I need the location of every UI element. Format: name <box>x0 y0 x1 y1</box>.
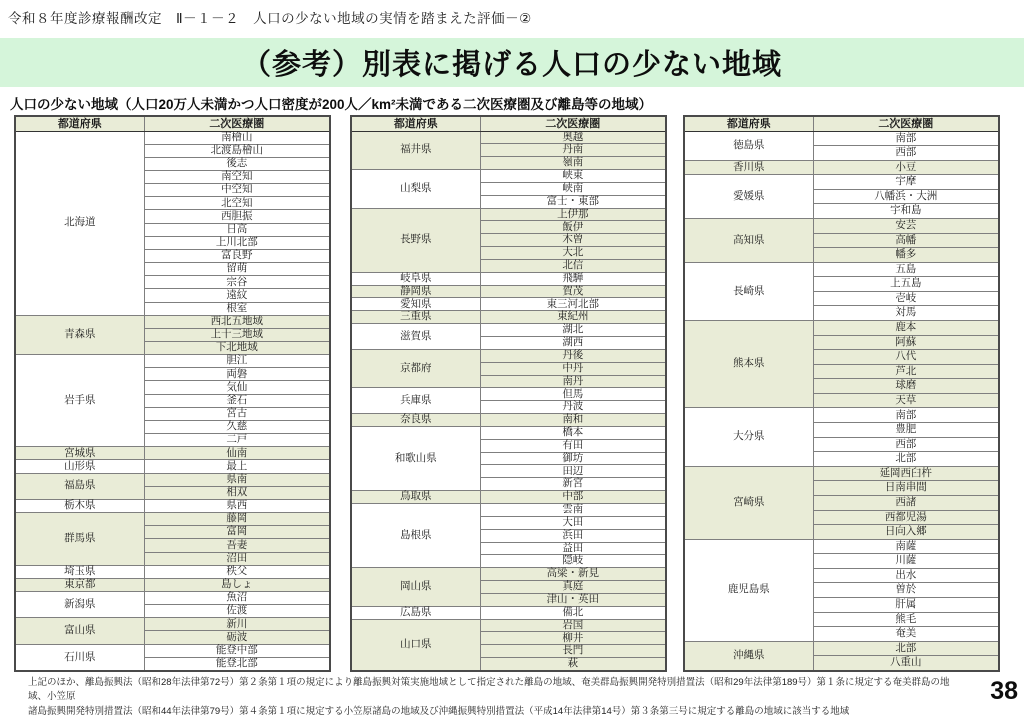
region-cell: 出水 <box>813 568 999 583</box>
region-cell: 橋本 <box>480 426 666 439</box>
prefecture-cell: 山梨県 <box>351 170 480 209</box>
table-row <box>15 591 330 604</box>
region-cell: 魚沼 <box>144 591 330 604</box>
table-row <box>15 565 330 578</box>
prefecture-cell: 青森県 <box>15 315 144 354</box>
region-cell: 久慈 <box>144 420 330 433</box>
prefecture-cell: 福井県 <box>351 131 480 170</box>
footnote <box>28 676 963 719</box>
region-cell: 大田 <box>480 516 666 529</box>
region-cell: 日向入郷 <box>813 525 999 540</box>
region-cell: 幡多 <box>813 248 999 263</box>
region-cell: 藤岡 <box>144 513 330 526</box>
table-row <box>15 131 330 144</box>
region-cell: 長門 <box>480 645 666 658</box>
footnote-line-1: 上記のほか、離島振興法（昭和28年法律第72号）第２条第１項の規定により離島振興対策実施地域として指定された離島の地域、奄美群島振興開発特別措置法（昭和29年法律第189号）第１条に規定する奄美群島の地域、小笠原 <box>28 677 950 703</box>
prefecture-cell: 高知県 <box>684 218 813 262</box>
table-row <box>351 285 666 298</box>
region-cell: 奄美 <box>813 627 999 642</box>
region-column-header: 二次医療圏 <box>813 116 999 131</box>
region-cell: 球磨 <box>813 379 999 394</box>
table-header-row <box>351 116 666 131</box>
region-cell: 北渡島檜山 <box>144 144 330 157</box>
table-row <box>351 324 666 337</box>
region-cell: 胆江 <box>144 355 330 368</box>
table-header-row <box>684 116 999 131</box>
prefecture-column-header: 都道府県 <box>15 116 144 131</box>
region-cell: 上伊那 <box>480 208 666 221</box>
region-cell: 東三河北部 <box>480 298 666 311</box>
region-column-header: 二次医療圏 <box>480 116 666 131</box>
region-cell: 中丹 <box>480 362 666 375</box>
region-table <box>14 115 331 672</box>
prefecture-cell: 長野県 <box>351 208 480 272</box>
table-row <box>351 388 666 401</box>
region-cell: 高幡 <box>813 233 999 248</box>
region-cell: 両磐 <box>144 368 330 381</box>
prefecture-cell: 京都府 <box>351 349 480 388</box>
region-cell: 下北地域 <box>144 342 330 355</box>
region-cell: 遠紋 <box>144 289 330 302</box>
region-cell: 新宮 <box>480 478 666 491</box>
region-cell: 西部 <box>813 146 999 161</box>
prefecture-cell: 岩手県 <box>15 355 144 447</box>
region-table-column-3 <box>683 115 1000 672</box>
table-row <box>15 513 330 526</box>
prefecture-cell: 栃木県 <box>15 499 144 512</box>
region-cell: 南丹 <box>480 375 666 388</box>
table-row <box>15 618 330 631</box>
prefecture-cell: 北海道 <box>15 131 144 315</box>
prefecture-cell: 山形県 <box>15 460 144 473</box>
prefecture-cell: 新潟県 <box>15 591 144 617</box>
region-cell: 釜石 <box>144 394 330 407</box>
region-cell: 高梁・新見 <box>480 568 666 581</box>
region-cell: 南薩 <box>813 539 999 554</box>
prefecture-cell: 富山県 <box>15 618 144 644</box>
region-cell: 萩 <box>480 658 666 671</box>
prefecture-cell: 熊本県 <box>684 321 813 408</box>
region-cell: 西部 <box>813 437 999 452</box>
region-cell: 五島 <box>813 262 999 277</box>
region-cell: 飛騨 <box>480 272 666 285</box>
table-header-row <box>15 116 330 131</box>
prefecture-cell: 奈良県 <box>351 414 480 427</box>
table-row <box>684 160 999 175</box>
region-cell: 能登中部 <box>144 644 330 657</box>
region-cell: 日南串間 <box>813 481 999 496</box>
prefecture-cell: 山口県 <box>351 619 480 671</box>
region-table <box>683 115 1000 672</box>
region-cell: 賀茂 <box>480 285 666 298</box>
region-cell: 柳井 <box>480 632 666 645</box>
region-cell: 能登北部 <box>144 657 330 671</box>
region-cell: 上川北部 <box>144 236 330 249</box>
table-row <box>351 503 666 516</box>
region-cell: 西諸 <box>813 495 999 510</box>
prefecture-column-header: 都道府県 <box>351 116 480 131</box>
region-cell: 宮古 <box>144 407 330 420</box>
region-cell: 島しょ <box>144 578 330 591</box>
prefecture-cell: 宮崎県 <box>684 466 813 539</box>
region-cell: 八重山 <box>813 656 999 671</box>
region-cell: 富士・東部 <box>480 195 666 208</box>
prefecture-cell: 静岡県 <box>351 285 480 298</box>
region-cell: 益田 <box>480 542 666 555</box>
prefecture-cell: 広島県 <box>351 606 480 619</box>
region-cell: 壱岐 <box>813 291 999 306</box>
table-row <box>351 311 666 324</box>
region-table-column-2 <box>350 115 667 672</box>
region-cell: 峡南 <box>480 182 666 195</box>
region-cell: 西胆振 <box>144 210 330 223</box>
region-cell: 西北五地域 <box>144 315 330 328</box>
table-row <box>15 499 330 512</box>
region-cell: 富良野 <box>144 249 330 262</box>
prefecture-cell: 埼玉県 <box>15 565 144 578</box>
region-cell: 大北 <box>480 247 666 260</box>
table-row <box>684 408 999 423</box>
region-cell: 肝属 <box>813 598 999 613</box>
region-cell: 嶺南 <box>480 157 666 170</box>
region-cell: 二戸 <box>144 434 330 447</box>
region-column-header: 二次医療圏 <box>144 116 330 131</box>
region-cell: 八代 <box>813 350 999 365</box>
table-row <box>684 641 999 656</box>
region-cell: 沼田 <box>144 552 330 565</box>
region-cell: 北空知 <box>144 197 330 210</box>
region-cell: 南空知 <box>144 170 330 183</box>
table-row <box>15 644 330 657</box>
page-number: 38 <box>990 677 1018 705</box>
region-cell: 丹南 <box>480 144 666 157</box>
table-row <box>351 568 666 581</box>
subtitle: 人口の少ない地域（人口20万人未満かつ人口密度が200人／km²未満である二次医療圏及び離島等の地域） <box>10 97 653 112</box>
table-row <box>684 539 999 554</box>
region-cell: 安芸 <box>813 218 999 233</box>
table-row <box>351 414 666 427</box>
prefecture-cell: 沖縄県 <box>684 641 813 671</box>
region-cell: 岩国 <box>480 619 666 632</box>
region-cell: 後志 <box>144 157 330 170</box>
region-cell: 宇和島 <box>813 204 999 219</box>
prefecture-cell: 福島県 <box>15 473 144 499</box>
region-cell: 湖北 <box>480 324 666 337</box>
prefecture-cell: 香川県 <box>684 160 813 175</box>
table-row <box>15 355 330 368</box>
prefecture-cell: 滋賀県 <box>351 324 480 350</box>
region-cell: 西都児湯 <box>813 510 999 525</box>
prefecture-cell: 兵庫県 <box>351 388 480 414</box>
title-bar <box>0 38 1024 87</box>
region-cell: 吾妻 <box>144 539 330 552</box>
table-row <box>15 578 330 591</box>
table-row <box>684 262 999 277</box>
table-row <box>351 298 666 311</box>
region-cell: 仙南 <box>144 447 330 460</box>
region-cell: 中部 <box>480 491 666 504</box>
region-cell: 南檜山 <box>144 131 330 144</box>
table-row <box>351 208 666 221</box>
region-cell: 最上 <box>144 460 330 473</box>
prefecture-cell: 徳島県 <box>684 131 813 160</box>
region-cell: 阿蘇 <box>813 335 999 350</box>
region-cell: 根室 <box>144 302 330 315</box>
table-row <box>684 321 999 336</box>
region-cell: 真庭 <box>480 581 666 594</box>
region-cell: 宗谷 <box>144 276 330 289</box>
region-cell: 留萌 <box>144 263 330 276</box>
table-row <box>684 131 999 146</box>
prefecture-cell: 愛媛県 <box>684 175 813 219</box>
table-row <box>351 131 666 144</box>
prefecture-cell: 鳥取県 <box>351 491 480 504</box>
footnote-line-2: 諸島振興開発特別措置法（昭和44年法律第79号）第４条第１項に規定する小笠原諸島の地域及び沖縄振興特別措置法（平成14年法律第14号）第３条第三号に規定する離島の地域に該当する地域 <box>28 705 850 717</box>
prefecture-column-header: 都道府県 <box>684 116 813 131</box>
region-cell: 湖西 <box>480 337 666 350</box>
prefecture-cell: 長崎県 <box>684 262 813 320</box>
region-cell: 丹波 <box>480 401 666 414</box>
prefecture-cell: 和歌山県 <box>351 426 480 490</box>
prefecture-cell: 宮城県 <box>15 447 144 460</box>
region-cell: 熊毛 <box>813 612 999 627</box>
table-row <box>351 491 666 504</box>
prefecture-cell: 岡山県 <box>351 568 480 607</box>
region-cell: 川薩 <box>813 554 999 569</box>
region-cell: 南和 <box>480 414 666 427</box>
region-cell: 雲南 <box>480 503 666 516</box>
page-title: （参考）別表に掲げる人口の少ない地域 <box>241 49 782 81</box>
region-cell: 浜田 <box>480 529 666 542</box>
table-row <box>15 460 330 473</box>
region-cell: 南部 <box>813 408 999 423</box>
region-cell: 上五島 <box>813 277 999 292</box>
table-row <box>15 315 330 328</box>
prefecture-cell: 群馬県 <box>15 513 144 566</box>
region-cell: 鹿本 <box>813 321 999 336</box>
region-cell: 芦北 <box>813 364 999 379</box>
region-cell: 小豆 <box>813 160 999 175</box>
region-cell: 飯伊 <box>480 221 666 234</box>
region-cell: 秩父 <box>144 565 330 578</box>
table-row <box>684 466 999 481</box>
region-cell: 有田 <box>480 439 666 452</box>
region-cell: 丹後 <box>480 349 666 362</box>
region-cell: 北部 <box>813 452 999 467</box>
table-row <box>351 170 666 183</box>
prefecture-cell: 鹿児島県 <box>684 539 813 641</box>
table-row <box>351 272 666 285</box>
region-cell: 備北 <box>480 606 666 619</box>
region-cell: 気仙 <box>144 381 330 394</box>
region-cell: 但馬 <box>480 388 666 401</box>
region-cell: 砺波 <box>144 631 330 644</box>
table-row <box>684 175 999 190</box>
region-cell: 日高 <box>144 223 330 236</box>
region-cell: 木曽 <box>480 234 666 247</box>
region-cell: 豊肥 <box>813 423 999 438</box>
region-cell: 東紀州 <box>480 311 666 324</box>
region-cell: 峡東 <box>480 170 666 183</box>
table-row <box>684 218 999 233</box>
region-cell: 対馬 <box>813 306 999 321</box>
region-cell: 南部 <box>813 131 999 146</box>
prefecture-cell: 石川県 <box>15 644 144 671</box>
region-cell: 宇摩 <box>813 175 999 190</box>
prefecture-cell: 島根県 <box>351 503 480 567</box>
table-row <box>351 426 666 439</box>
region-cell: 北部 <box>813 641 999 656</box>
region-cell: 新川 <box>144 618 330 631</box>
region-cell: 県南 <box>144 473 330 486</box>
region-cell: 田辺 <box>480 465 666 478</box>
region-cell: 富岡 <box>144 526 330 539</box>
region-cell: 佐渡 <box>144 605 330 618</box>
prefecture-cell: 東京都 <box>15 578 144 591</box>
region-cell: 北信 <box>480 259 666 272</box>
region-cell: 御坊 <box>480 452 666 465</box>
region-cell: 八幡浜・大洲 <box>813 189 999 204</box>
prefecture-cell: 大分県 <box>684 408 813 466</box>
region-cell: 曽於 <box>813 583 999 598</box>
prefecture-cell: 愛知県 <box>351 298 480 311</box>
document-header: 令和８年度診療報酬改定 Ⅱ－１－２ 人口の少ない地域の実情を踏まえた評価－② <box>8 11 532 26</box>
prefecture-cell: 岐阜県 <box>351 272 480 285</box>
region-table <box>350 115 667 672</box>
region-cell: 延岡西臼杵 <box>813 466 999 481</box>
region-table-column-1 <box>14 115 331 672</box>
region-cell: 上十三地域 <box>144 328 330 341</box>
table-row <box>15 447 330 460</box>
region-cell: 相双 <box>144 486 330 499</box>
prefecture-cell: 三重県 <box>351 311 480 324</box>
region-cell: 県西 <box>144 499 330 512</box>
table-row <box>351 619 666 632</box>
table-row <box>15 473 330 486</box>
table-row <box>351 606 666 619</box>
table-row <box>351 349 666 362</box>
region-cell: 中空知 <box>144 184 330 197</box>
region-cell: 隠岐 <box>480 555 666 568</box>
region-cell: 津山・英田 <box>480 593 666 606</box>
region-cell: 天草 <box>813 393 999 408</box>
region-cell: 奥越 <box>480 131 666 144</box>
